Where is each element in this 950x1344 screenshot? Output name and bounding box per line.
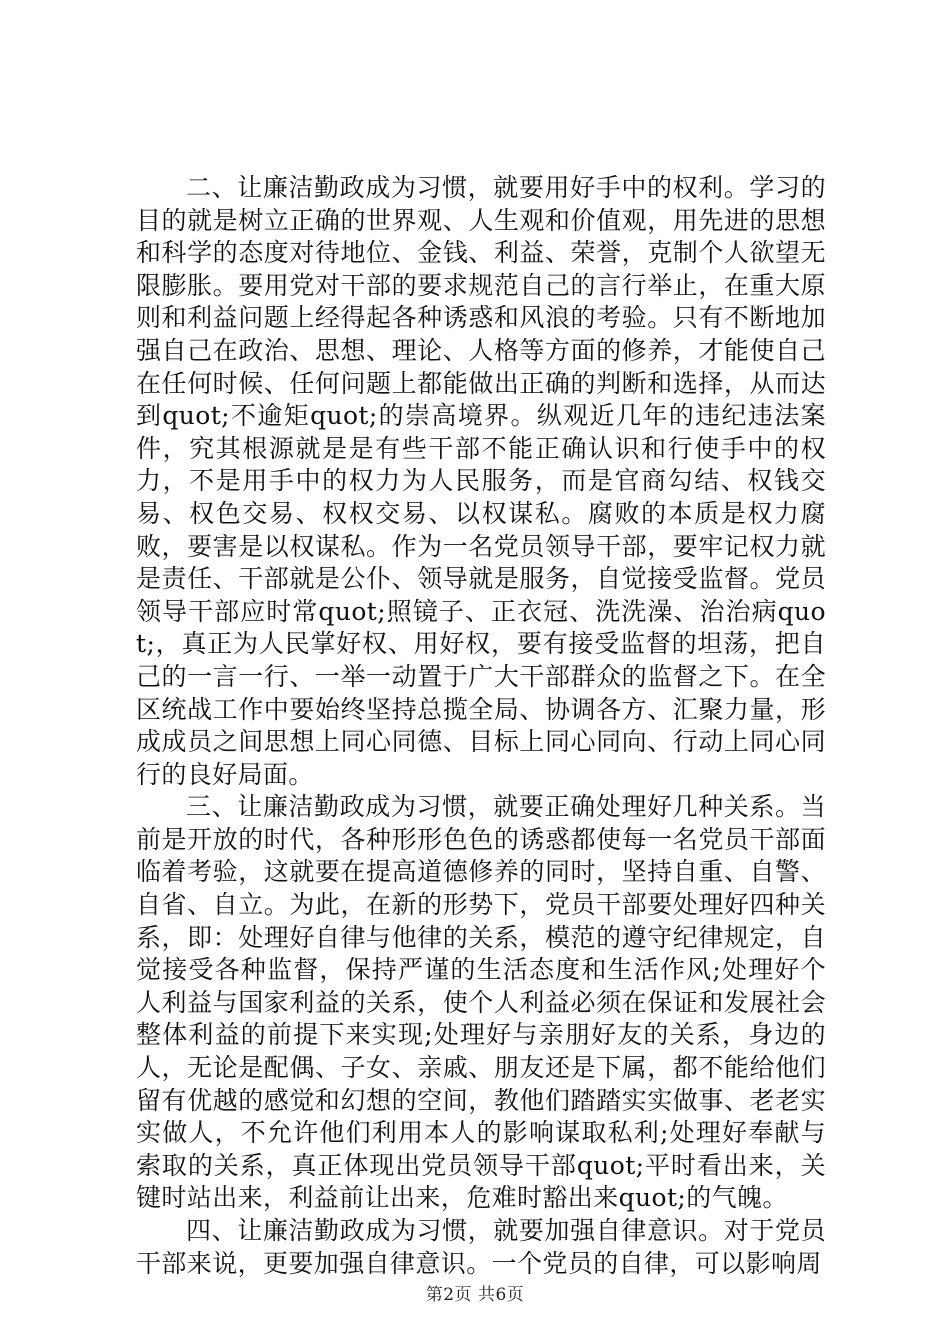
paragraph-4: 四、让廉洁勤政成为习惯，就要加强自律意识。对于党员干部来说，更要加强自律意识。一个党员的自律，可以影响周 bbox=[136, 1216, 826, 1278]
paragraph-2: 二、让廉洁勤政成为习惯，就要用好手中的权利。学习的目的就是树立正确的世界观、人生观和价值观，用先进的思想和科学的态度对待地位、金钱、利益、荣誉，克制个人欲望无限膨胀。要用党对干部的要求规范自己的言行举止，在重大原则和利益问题上经得起各种诱惑和风浪的考验。只有不断地加强自己在政治、思想、理论、人格等方面的修养，才能使自己在任何时候、任何问题上都能做出正确的判断和选择，从而达到quot;不逾矩quot;的崇高境界。纵观近几年的违纪违法案件，究其根源就是是有些干部不能正确认识和行使手中的权力，不是用手中的权力为人民服务，而是官商勾结、权钱交易、权色交易、权权交易、以权谋私。腐败的本质是权力腐败，要害是以权谋私。作为一名党员领导干部，要牢记权力就是责任、干部就是公仆、领导就是服务，自觉接受监督。党员领导干部应时常quot;照镜子、正衣冠、洗洗澡、治治病quot;，真正为人民掌好权、用好权，要有接受监督的坦荡，把自己的一言一行、一举一动置于广大干部群众的监督之下。在全区统战工作中要始终坚持总揽全局、协调各方、汇聚力量，形成成员之间思想上同心同德、目标上同心同向、行动上同心同行的良好局面。 bbox=[136, 173, 826, 789]
document-body bbox=[136, 172, 826, 1280]
page-footer: 第2页 共6页 bbox=[425, 1285, 525, 1305]
paragraph-3: 三、让廉洁勤政成为习惯，就要正确处理好几种关系。当前是开放的时代，各种形形色色的诱惑都使每一名党员干部面临着考验，这就要在提高道德修养的同时，坚持自重、自警、自省、自立。为此，在新的形势下，党员干部要处理好四种关系，即：处理好自律与他律的关系，模范的遵守纪律规定，自觉接受各种监督，保持严谨的生活态度和生活作风;处理好个人利益与国家利益的关系，使个人利益必须在保证和发展社会整体利益的前提下来实现;处理好与亲朋好友的关系，身边的人，无论是配偶、子女、亲戚、朋友还是下属，都不能给他们留有优越的感觉和幻想的空间，教他们踏踏实实做事、老老实实做人，不允许他们利用本人的影响谋取私利;处理好奉献与索取的关系，真正体现出党员领导干部quot;平时看出来，关键时站出来，利益前让出来，危难时豁出来quot;的气魄。 bbox=[136, 792, 826, 1213]
